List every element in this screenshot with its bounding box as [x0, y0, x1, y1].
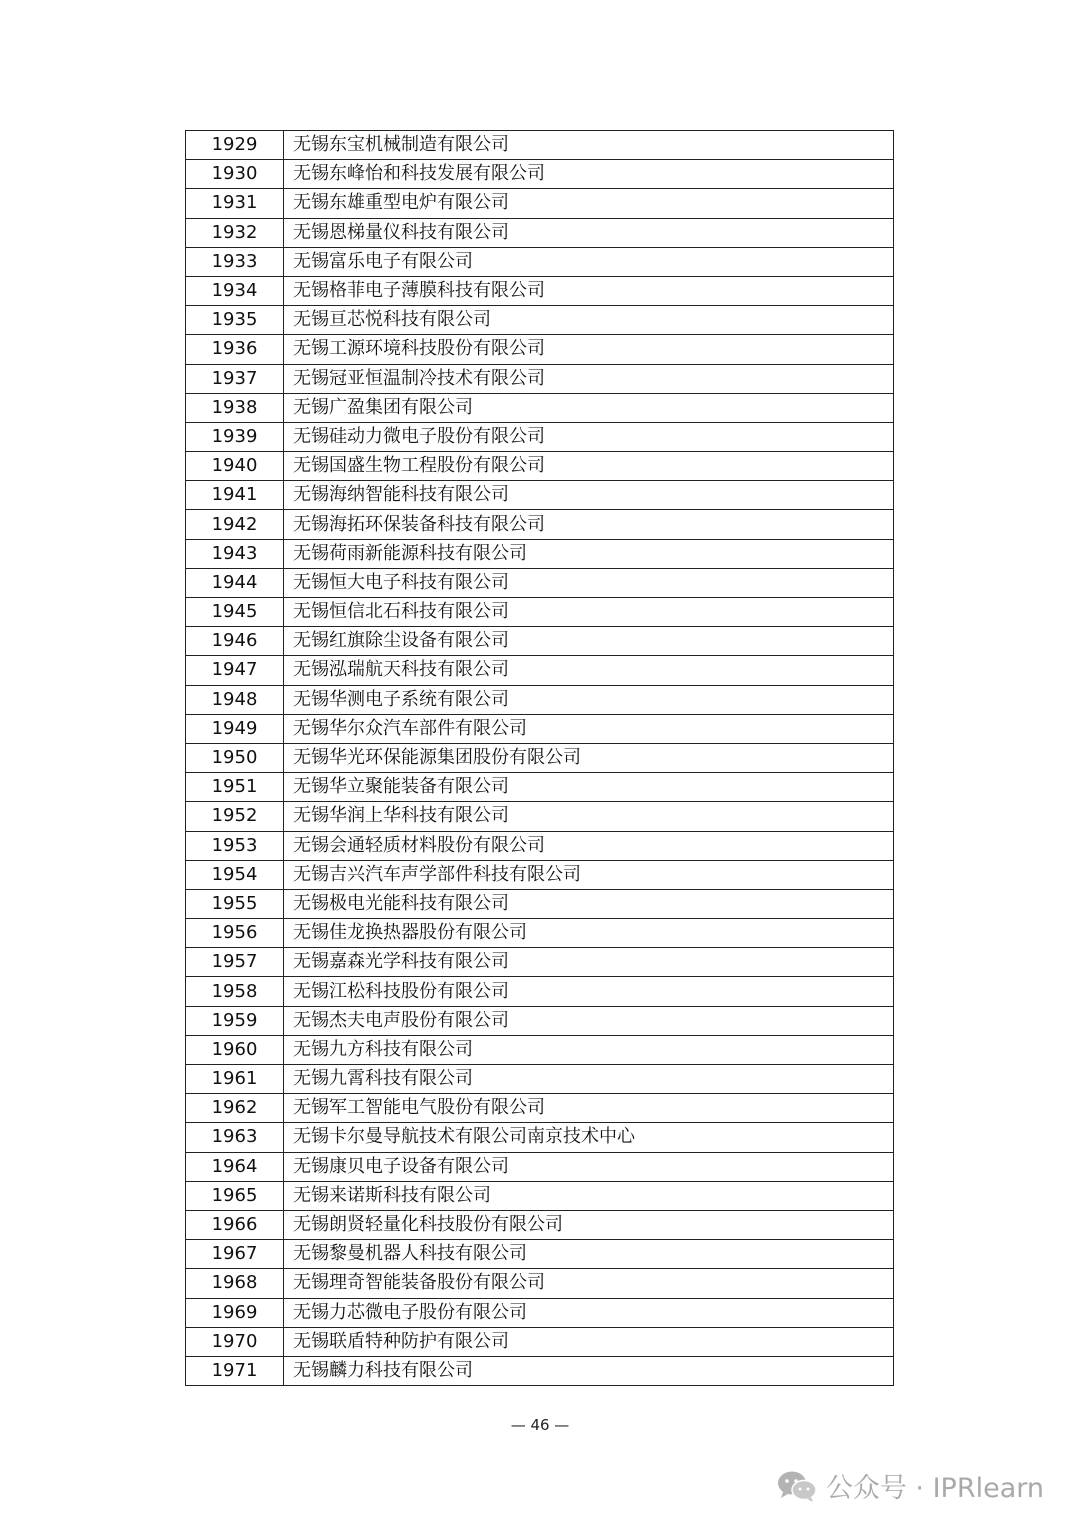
table-row	[186, 831, 894, 860]
company-name: 无锡麟力科技有限公司	[284, 1356, 894, 1385]
company-name: 无锡海纳智能科技有限公司	[284, 481, 894, 510]
table-row	[186, 539, 894, 568]
watermark	[776, 1466, 1044, 1505]
company-name: 无锡东峰怡和科技发展有限公司	[284, 160, 894, 189]
row-number: 1953	[186, 831, 284, 860]
company-name: 无锡康贝电子设备有限公司	[284, 1152, 894, 1181]
table-row	[186, 743, 894, 772]
row-number: 1960	[186, 1035, 284, 1064]
company-name: 无锡华测电子系统有限公司	[284, 685, 894, 714]
company-name: 无锡华润上华科技有限公司	[284, 802, 894, 831]
company-name: 无锡理奇智能装备股份有限公司	[284, 1269, 894, 1298]
table-row	[186, 948, 894, 977]
company-name: 无锡富乐电子有限公司	[284, 247, 894, 276]
table-row	[186, 218, 894, 247]
company-name: 无锡恒大电子科技有限公司	[284, 568, 894, 597]
watermark-text: 公众号 · IPRlearn	[825, 1473, 1044, 1504]
table-row	[186, 1094, 894, 1123]
table-row	[186, 276, 894, 305]
table-row	[186, 1240, 894, 1269]
company-name: 无锡卡尔曼导航技术有限公司南京技术中心	[284, 1123, 894, 1152]
table-row	[186, 977, 894, 1006]
company-name: 无锡海拓环保装备科技有限公司	[284, 510, 894, 539]
table-row	[186, 1065, 894, 1094]
row-number: 1944	[186, 568, 284, 597]
company-name: 无锡华立聚能装备有限公司	[284, 773, 894, 802]
row-number: 1967	[186, 1240, 284, 1269]
company-name: 无锡嘉森光学科技有限公司	[284, 948, 894, 977]
table-body	[186, 131, 894, 1386]
row-number: 1936	[186, 335, 284, 364]
company-name: 无锡杰夫电声股份有限公司	[284, 1006, 894, 1035]
row-number: 1968	[186, 1269, 284, 1298]
company-name: 无锡极电光能科技有限公司	[284, 889, 894, 918]
company-name: 无锡恩梯量仪科技有限公司	[284, 218, 894, 247]
row-number: 1958	[186, 977, 284, 1006]
row-number: 1952	[186, 802, 284, 831]
row-number: 1939	[186, 422, 284, 451]
company-name: 无锡东宝机械制造有限公司	[284, 131, 894, 160]
company-name: 无锡黎曼机器人科技有限公司	[284, 1240, 894, 1269]
company-name: 无锡荷雨新能源科技有限公司	[284, 539, 894, 568]
company-name: 无锡会通轻质材料股份有限公司	[284, 831, 894, 860]
row-number: 1971	[186, 1356, 284, 1385]
company-name: 无锡联盾特种防护有限公司	[284, 1327, 894, 1356]
company-name: 无锡江松科技股份有限公司	[284, 977, 894, 1006]
company-name: 无锡九霄科技有限公司	[284, 1065, 894, 1094]
table-row	[186, 335, 894, 364]
table-row	[186, 452, 894, 481]
company-name: 无锡格菲电子薄膜科技有限公司	[284, 276, 894, 305]
row-number: 1951	[186, 773, 284, 802]
row-number: 1945	[186, 598, 284, 627]
company-name: 无锡东雄重型电炉有限公司	[284, 189, 894, 218]
table-row	[186, 189, 894, 218]
row-number: 1950	[186, 743, 284, 772]
row-number: 1949	[186, 714, 284, 743]
table-row	[186, 1356, 894, 1385]
row-number: 1956	[186, 919, 284, 948]
row-number: 1932	[186, 218, 284, 247]
table-row	[186, 802, 894, 831]
company-name: 无锡华尔众汽车部件有限公司	[284, 714, 894, 743]
table-row	[186, 1327, 894, 1356]
row-number: 1966	[186, 1210, 284, 1239]
row-number: 1931	[186, 189, 284, 218]
table-row	[186, 656, 894, 685]
table-row	[186, 1123, 894, 1152]
company-name: 无锡朗贤轻量化科技股份有限公司	[284, 1210, 894, 1239]
table-row	[186, 598, 894, 627]
row-number: 1941	[186, 481, 284, 510]
company-name: 无锡泓瑞航天科技有限公司	[284, 656, 894, 685]
table-row	[186, 860, 894, 889]
row-number: 1965	[186, 1181, 284, 1210]
company-list-table	[185, 130, 894, 1386]
table-row	[186, 306, 894, 335]
row-number: 1961	[186, 1065, 284, 1094]
row-number: 1946	[186, 627, 284, 656]
company-name: 无锡军工智能电气股份有限公司	[284, 1094, 894, 1123]
table-row	[186, 1006, 894, 1035]
company-name: 无锡佳龙换热器股份有限公司	[284, 919, 894, 948]
table-row	[186, 714, 894, 743]
table-row	[186, 1181, 894, 1210]
row-number: 1937	[186, 364, 284, 393]
company-name: 无锡硅动力微电子股份有限公司	[284, 422, 894, 451]
table-row	[186, 889, 894, 918]
table-row	[186, 364, 894, 393]
row-number: 1943	[186, 539, 284, 568]
company-name: 无锡华光环保能源集团股份有限公司	[284, 743, 894, 772]
row-number: 1930	[186, 160, 284, 189]
row-number: 1948	[186, 685, 284, 714]
table-row	[186, 919, 894, 948]
row-number: 1940	[186, 452, 284, 481]
row-number: 1954	[186, 860, 284, 889]
row-number: 1959	[186, 1006, 284, 1035]
table-row	[186, 160, 894, 189]
row-number: 1963	[186, 1123, 284, 1152]
row-number: 1938	[186, 393, 284, 422]
table-row	[186, 1152, 894, 1181]
company-name: 无锡广盈集团有限公司	[284, 393, 894, 422]
company-name: 无锡来诺斯科技有限公司	[284, 1181, 894, 1210]
row-number: 1942	[186, 510, 284, 539]
row-number: 1957	[186, 948, 284, 977]
table-row	[186, 393, 894, 422]
table-row	[186, 685, 894, 714]
table-row	[186, 131, 894, 160]
table-row	[186, 1269, 894, 1298]
table-row	[186, 568, 894, 597]
company-name: 无锡工源环境科技股份有限公司	[284, 335, 894, 364]
company-name: 无锡恒信北石科技有限公司	[284, 598, 894, 627]
company-name: 无锡九方科技有限公司	[284, 1035, 894, 1064]
row-number: 1929	[186, 131, 284, 160]
company-name: 无锡冠亚恒温制冷技术有限公司	[284, 364, 894, 393]
row-number: 1964	[186, 1152, 284, 1181]
table-row	[186, 627, 894, 656]
row-number: 1962	[186, 1094, 284, 1123]
row-number: 1933	[186, 247, 284, 276]
table-row	[186, 247, 894, 276]
company-name: 无锡亘芯悦科技有限公司	[284, 306, 894, 335]
table-row	[186, 422, 894, 451]
row-number: 1947	[186, 656, 284, 685]
row-number: 1955	[186, 889, 284, 918]
row-number: 1969	[186, 1298, 284, 1327]
company-name: 无锡吉兴汽车声学部件科技有限公司	[284, 860, 894, 889]
page-number: — 46 —	[510, 1416, 570, 1434]
row-number: 1934	[186, 276, 284, 305]
row-number: 1935	[186, 306, 284, 335]
company-name: 无锡红旗除尘设备有限公司	[284, 627, 894, 656]
wechat-icon	[776, 1469, 818, 1503]
table-row	[186, 1210, 894, 1239]
table-row	[186, 481, 894, 510]
row-number: 1970	[186, 1327, 284, 1356]
company-name: 无锡力芯微电子股份有限公司	[284, 1298, 894, 1327]
table-row	[186, 773, 894, 802]
table-row	[186, 1298, 894, 1327]
table-row	[186, 510, 894, 539]
company-name: 无锡国盛生物工程股份有限公司	[284, 452, 894, 481]
table-row	[186, 1035, 894, 1064]
